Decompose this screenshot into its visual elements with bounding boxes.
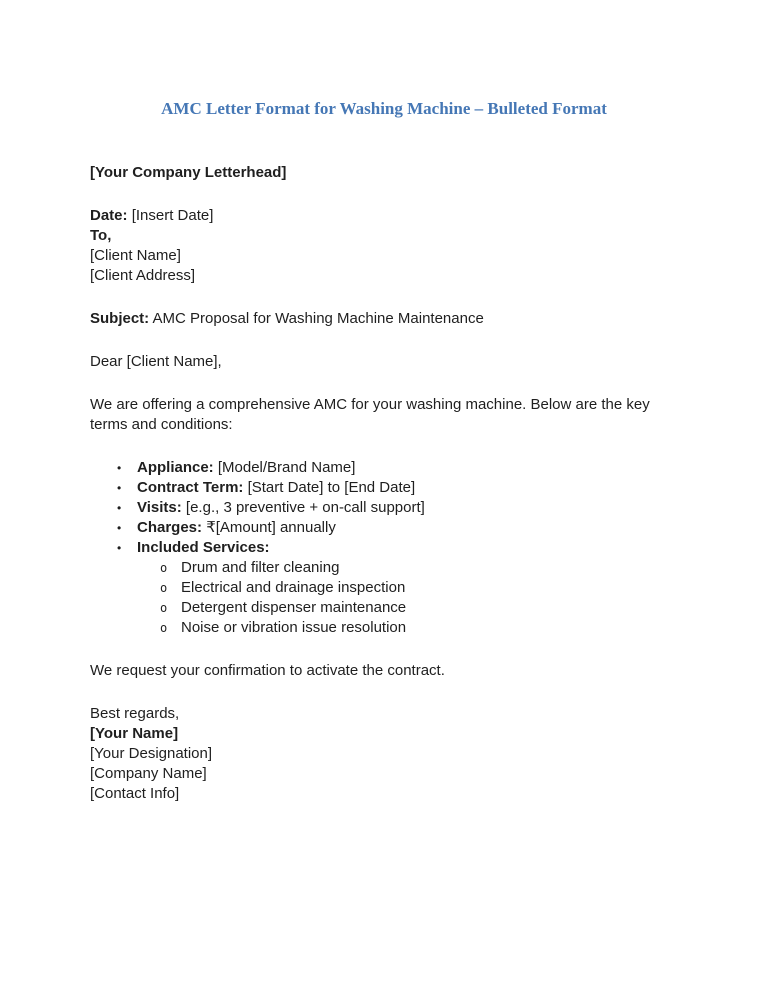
list-item	[90, 478, 678, 498]
list-item-label: Charges:	[137, 519, 203, 536]
signature-name: [Your Name]	[90, 725, 179, 742]
bullet-icon: •	[117, 461, 122, 475]
list-item-label: Visits:	[137, 499, 182, 516]
sub-list-item	[90, 598, 678, 618]
list-item	[90, 518, 678, 538]
signature-contact: [Contact Info]	[90, 785, 180, 802]
sub-list-item-text: Drum and filter cleaning	[181, 559, 340, 576]
bullet-icon: •	[117, 541, 122, 555]
list-item-label: Contract Term:	[137, 479, 244, 496]
to-label: To,	[90, 227, 112, 244]
closing-request: We request your confirmation to activate the contract.	[90, 662, 445, 679]
salutation: Dear [Client Name],	[90, 353, 222, 370]
subject-line	[90, 309, 678, 329]
bullet-icon: •	[117, 481, 122, 495]
regards: Best regards,	[90, 705, 180, 722]
circle-bullet-icon: o	[160, 621, 168, 635]
client-name: [Client Name]	[90, 247, 181, 264]
date-value: [Insert Date]	[131, 207, 214, 224]
subject-label: Subject:	[90, 310, 150, 327]
list-item-text	[137, 518, 336, 538]
sub-list-item	[90, 578, 678, 598]
bullet-icon: •	[117, 521, 122, 535]
date-line	[90, 206, 678, 226]
terms-bullet-list	[90, 458, 678, 638]
list-item-label: Included Services:	[137, 539, 270, 556]
list-item-text	[137, 538, 270, 558]
list-item	[90, 458, 678, 478]
client-address: [Client Address]	[90, 267, 196, 284]
list-item-label: Appliance:	[137, 459, 214, 476]
list-item	[90, 538, 678, 558]
list-item-text	[137, 478, 415, 498]
sub-list-item-text: Detergent dispenser maintenance	[181, 599, 407, 616]
sub-list-item	[90, 558, 678, 578]
circle-bullet-icon: o	[160, 601, 168, 615]
list-item-text	[137, 458, 355, 478]
sub-list-item	[90, 618, 678, 638]
bullet-icon: •	[117, 501, 122, 515]
subject-value: AMC Proposal for Washing Machine Maintenance	[152, 310, 484, 327]
list-item-value: [Start Date] to [End Date]	[247, 479, 416, 496]
intro-paragraph: We are offering a comprehensive AMC for your washing machine. Below are the key terms and conditions:	[90, 396, 650, 433]
list-item-value: [e.g., 3 preventive + on-call support]	[185, 499, 425, 516]
list-item-value: ₹[Amount] annually	[206, 519, 336, 536]
list-item	[90, 498, 678, 518]
company-letterhead: [Your Company Letterhead]	[90, 164, 287, 181]
signature-designation: [Your Designation]	[90, 745, 213, 762]
circle-bullet-icon: o	[160, 561, 168, 575]
signature-company: [Company Name]	[90, 765, 207, 782]
circle-bullet-icon: o	[160, 581, 168, 595]
list-item-value: [Model/Brand Name]	[217, 459, 356, 476]
sub-list-item-text: Electrical and drainage inspection	[181, 579, 406, 596]
date-label: Date:	[90, 207, 128, 224]
sub-list-item-text: Noise or vibration issue resolution	[181, 619, 407, 636]
document-title: AMC Letter Format for Washing Machine – Bulleted Format	[161, 99, 607, 118]
list-item-text	[137, 498, 425, 518]
